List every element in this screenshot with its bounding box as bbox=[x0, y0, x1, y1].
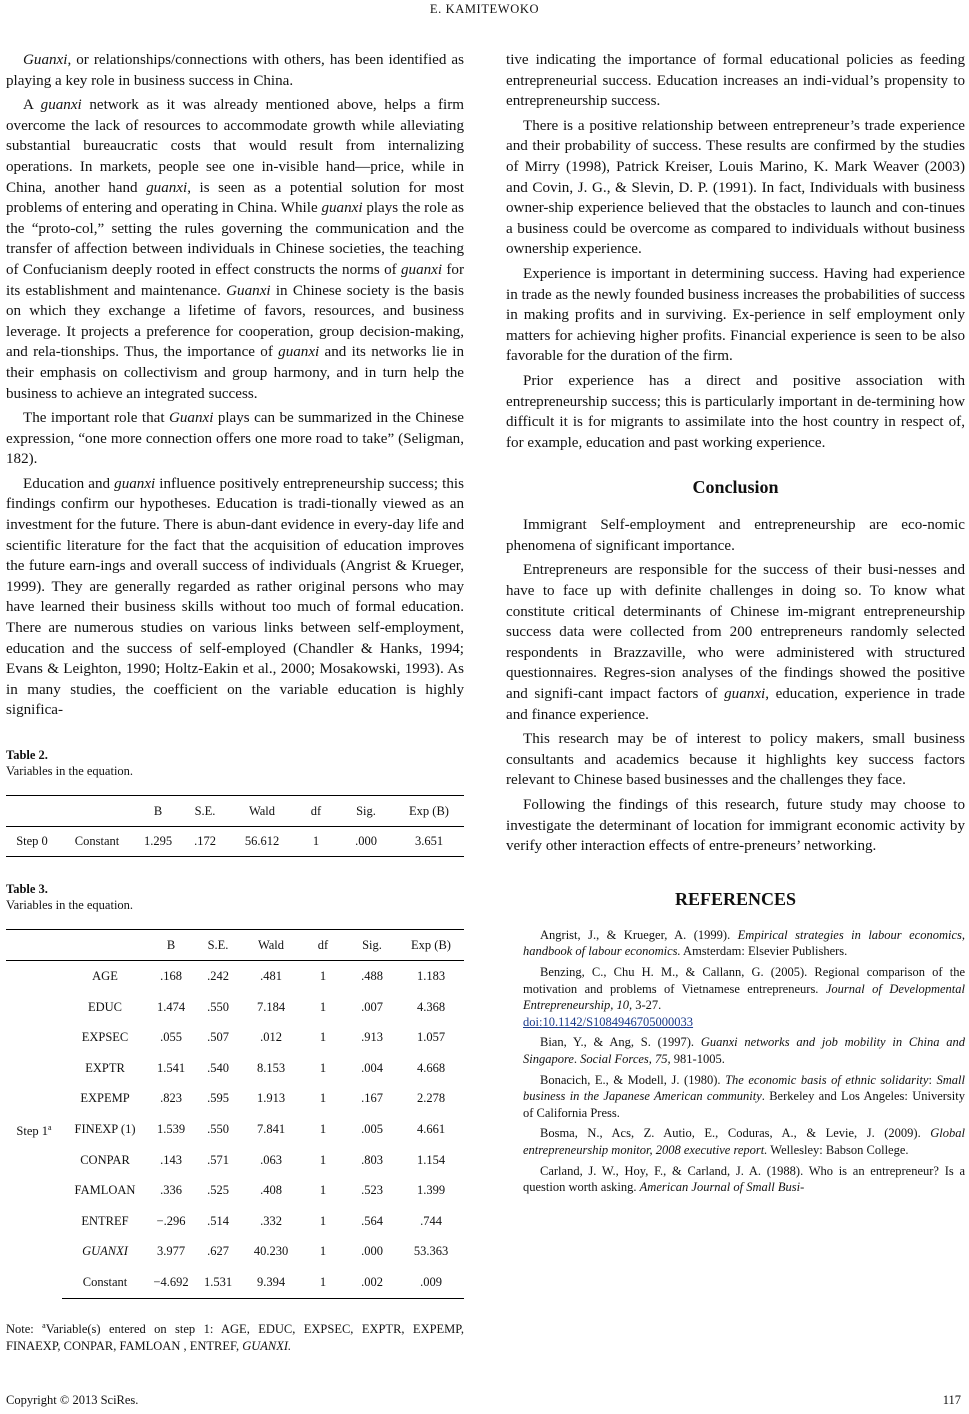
table-cell: .143 bbox=[160, 1152, 182, 1167]
table-cell: 4.661 bbox=[416, 1121, 446, 1136]
table-cell: .564 bbox=[361, 1213, 383, 1228]
table-row bbox=[6, 1145, 464, 1176]
table-cell: .913 bbox=[361, 1030, 383, 1045]
table-cell: 56.612 bbox=[230, 827, 294, 857]
table-cell: Step 0 bbox=[6, 827, 58, 857]
right-column bbox=[506, 50, 965, 1200]
table-row bbox=[6, 1053, 464, 1084]
table-cell: .408 bbox=[260, 1183, 282, 1198]
table-row bbox=[6, 1236, 464, 1267]
table-header-cell bbox=[58, 796, 136, 827]
table-cell: .007 bbox=[361, 999, 383, 1014]
table-cell: .481 bbox=[260, 969, 282, 983]
table-header-cell bbox=[62, 930, 148, 961]
paragraph: This research may be of interest to policy makers, small business consultants and academics because it highlights key success factors relevant to Chinese based businesses and the challenges they face. bbox=[506, 731, 965, 789]
table-cell: .000 bbox=[338, 827, 394, 857]
table-cell: .507 bbox=[207, 1030, 229, 1045]
variable-name: Constant bbox=[62, 1267, 148, 1298]
table-cell: 1 bbox=[319, 1244, 327, 1259]
table-cell: 8.153 bbox=[256, 1060, 286, 1075]
variable-name: FINEXP (1) bbox=[74, 1121, 136, 1136]
table-cell: .488 bbox=[361, 969, 383, 983]
table-cell: .514 bbox=[207, 1213, 229, 1228]
copyright-footer: Copyright © 2013 SciRes. bbox=[6, 1393, 139, 1407]
table-cell: 1.531 bbox=[194, 1267, 242, 1298]
table-cell: −.296 bbox=[156, 1213, 186, 1228]
table-header-cell: S.E. bbox=[194, 930, 242, 961]
table-header-cell: Exp (B) bbox=[398, 930, 464, 961]
table-cell: 1 bbox=[319, 1213, 327, 1228]
table-header-cell: Sig. bbox=[346, 930, 398, 961]
table-cell: .012 bbox=[260, 1030, 282, 1045]
table3 bbox=[6, 929, 464, 1299]
table-cell: 1 bbox=[319, 1030, 327, 1045]
paragraph: Following the findings of this research, future study may choose to investigate the determinant of location for immigrant economic activity by verify other interaction effects of entre-preneurs’ networking. bbox=[506, 797, 965, 855]
reference-item: Benzing, C., Chu H. M., & Callann, G. (2005). Regional comparison of the motivation and problems of Vietnamese entrepreneurs. Journal of Developmental Entrepreneurship, 10, 3-27. doi:10.1142/S1084946705000033 bbox=[523, 964, 965, 1029]
table-cell: Constant bbox=[58, 827, 136, 857]
table-cell: 1.539 bbox=[156, 1121, 186, 1136]
table-cell: 7.184 bbox=[256, 999, 286, 1014]
table-cell: .803 bbox=[361, 1152, 383, 1167]
paragraph: Guanxi, or relationships/connections with others, has been identified as playing a key role in business success in China. bbox=[6, 52, 464, 89]
table-cell: .336 bbox=[160, 1183, 182, 1198]
table-cell: 2.278 bbox=[416, 1091, 446, 1106]
table-cell: 1.057 bbox=[416, 1030, 446, 1045]
paragraph: Prior experience has a direct and positive association with entrepreneurship success; this is particularly important in de-termining how difficult it is for migrants to assimilate into the host country in respect of, for example, education and past working experience. bbox=[506, 372, 965, 451]
paragraph: Experience is important in determining success. Having had experience in trade as the newly founded business increases the probabilities of success in making profits and in surviving. Ex-perience in self employment only matters for achieving higher profits. Financial experience is seen to be also favorable for the duration of the firm. bbox=[506, 265, 965, 365]
reference-item: Bosma, N., Acs, Z. Autio, E., Coduras, A., & Levie, J. (2009). Global entrepreneurship monitor, 2008 executive report. Wellesley: Babson College. bbox=[523, 1126, 965, 1157]
table-cell: .004 bbox=[361, 1060, 383, 1075]
reference-item: Carland, J. W., Hoy, F., & Carland, J. A. (1988). Who is an entrepreneur? Is a question worth asking. American Journal of Small Busi- bbox=[523, 1163, 965, 1195]
table-row bbox=[6, 992, 464, 1023]
table-cell: 3.977 bbox=[156, 1244, 186, 1259]
table-cell: .627 bbox=[207, 1244, 229, 1259]
table-header-cell: Wald bbox=[230, 796, 294, 827]
variable-name: AGE bbox=[92, 969, 118, 983]
table-header-cell: Wald bbox=[242, 930, 300, 961]
table2-title: Table 2. bbox=[6, 748, 48, 762]
table-cell: .550 bbox=[207, 999, 229, 1014]
table-cell: 1 bbox=[319, 1183, 327, 1198]
variable-name: EXPSEC bbox=[81, 1030, 129, 1045]
table-cell: .571 bbox=[207, 1152, 229, 1167]
table-row bbox=[6, 827, 464, 857]
table-row bbox=[6, 1114, 464, 1145]
left-column bbox=[6, 50, 464, 1355]
table-cell: .167 bbox=[361, 1091, 383, 1106]
table-cell: .063 bbox=[260, 1152, 282, 1167]
conclusion-heading: Conclusion bbox=[692, 477, 779, 498]
table-cell: .000 bbox=[361, 1244, 383, 1259]
table-header-cell: S.E. bbox=[180, 796, 230, 827]
paragraph: tive indicating the importance of formal educational policies as feeding entrepreneurial success. Education increases an indi-vidual’s propensity to entrepreneurship success. bbox=[506, 52, 965, 110]
step-label: Step 1$^a$ bbox=[16, 1122, 52, 1138]
table-cell: 1.399 bbox=[416, 1183, 446, 1198]
table-header-cell: B bbox=[136, 796, 180, 827]
variable-name: EXPTR bbox=[85, 1060, 125, 1075]
table-header-cell: Sig. bbox=[338, 796, 394, 827]
table-row bbox=[6, 1175, 464, 1206]
reference-item: Bian, Y., & Ang, S. (1997). Guanxi networks and job mobility in China and Singapore. Social Forces, 75, 981-1005. bbox=[523, 1035, 965, 1066]
table-row bbox=[6, 1206, 464, 1237]
table3-note: Note: $^a$Variable(s) entered on step 1: AGE, EDUC, EXPSEC, EXPTR, EXPEMP, FINAEXP, CONPAR, FAMLOAN , ENTREF, GUANXI. bbox=[6, 1320, 464, 1353]
table-cell: .550 bbox=[207, 1121, 229, 1136]
paragraph: Immigrant Self-employment and entrepreneurship are eco-nomic phenomena of significant importance. bbox=[506, 517, 965, 554]
table-cell: 40.230 bbox=[253, 1244, 289, 1259]
table2-caption: Variables in the equation. bbox=[6, 764, 134, 778]
table-header-cell: Exp (B) bbox=[394, 796, 464, 827]
variable-name: FAMLOAN bbox=[74, 1183, 136, 1198]
variable-name: EXPEMP bbox=[80, 1091, 130, 1106]
table-cell: 1 bbox=[319, 1060, 327, 1075]
table-cell: 4.368 bbox=[416, 999, 446, 1014]
table-cell: 53.363 bbox=[413, 1244, 449, 1259]
variable-name: ENTREF bbox=[81, 1213, 129, 1228]
variable-name: GUANXI bbox=[82, 1244, 128, 1259]
table-row bbox=[6, 1022, 464, 1053]
table-header-cell bbox=[6, 930, 62, 961]
references-heading: REFERENCES bbox=[674, 888, 797, 909]
table-cell: .595 bbox=[207, 1091, 229, 1106]
table-cell: .242 bbox=[207, 969, 229, 983]
table-cell: 1 bbox=[294, 827, 338, 857]
table-cell: 1 bbox=[319, 1091, 327, 1106]
table-cell: .055 bbox=[160, 1030, 182, 1045]
page-number: 117 bbox=[942, 1393, 961, 1407]
doi-link[interactable]: doi:10.1142/S1084946705000033 bbox=[523, 1014, 694, 1029]
table-header-cell: B bbox=[148, 930, 194, 961]
variable-name: EDUC bbox=[87, 999, 123, 1014]
table2 bbox=[6, 795, 464, 857]
table-cell: 1 bbox=[319, 1152, 327, 1167]
table-cell: 1.295 bbox=[136, 827, 180, 857]
table-cell: 1 bbox=[319, 999, 327, 1014]
table-cell: .168 bbox=[160, 969, 182, 983]
table-cell: 1.154 bbox=[416, 1152, 446, 1167]
table-header-cell: df bbox=[300, 930, 346, 961]
table-cell: 1.474 bbox=[156, 999, 186, 1014]
table-cell: .172 bbox=[180, 827, 230, 857]
reference-item: Angrist, J., & Krueger, A. (1999). Empirical strategies in labour economics, handbook of labour economics. Amsterdam: Elsevier Publishers. bbox=[523, 927, 966, 959]
paragraph: The important role that Guanxi plays can be summarized in the Chinese expression, “one more connection offers one more road to take” (Seligman, 182). bbox=[6, 410, 464, 468]
table-cell: 7.841 bbox=[256, 1121, 286, 1136]
table-cell: 1 bbox=[300, 1267, 346, 1298]
table-cell: 1 bbox=[319, 969, 327, 983]
table-cell: .823 bbox=[160, 1091, 182, 1106]
table3-caption: Variables in the equation. bbox=[6, 898, 134, 912]
table-cell: −4.692 bbox=[148, 1267, 194, 1298]
table-cell: 9.394 bbox=[242, 1267, 300, 1298]
table-cell: .540 bbox=[207, 1060, 229, 1075]
table-cell: .744 bbox=[420, 1213, 442, 1228]
table-cell: .523 bbox=[361, 1183, 383, 1198]
table-cell: .332 bbox=[260, 1213, 282, 1228]
table-header-cell: df bbox=[294, 796, 338, 827]
variable-name: CONPAR bbox=[80, 1152, 130, 1167]
table-cell: 3.651 bbox=[394, 827, 464, 857]
table-cell: 1.183 bbox=[416, 969, 446, 983]
table-cell: .005 bbox=[361, 1121, 383, 1136]
table-cell: 4.668 bbox=[416, 1060, 446, 1075]
table-cell: 1 bbox=[319, 1121, 327, 1136]
paragraph: There is a positive relationship between entrepreneur’s trade experience and their probability of success. These results are confirmed by the studies of Mirry (1998), Patrick Kreiser, Louis Marino, K. Mark Weaver (2003) and Covin, J. G., & Slevin, D. P. (1991). In fact, Individuals with business owner-ship experience believed that the obstacles to launch and con-tinues a business could be overcome as compared to individuals without business ownership experience. bbox=[506, 117, 965, 258]
paragraph: A guanxi network as it was already mentioned above, helps a firm overcome the lack of resources to accommodate growth while alleviating substantial bureaucratic costs that would result from internalizing operations. In markets, people see one in-visible hand—price, while in China, another hand guanxi, is seen as a potential solution for most problems of entering and operating in China. While guanxi plays the role as the “proto-col,” setting the rules governing the communication and the transfer of affection between individuals in Chinese societies, the teaching of Confucianism deeply rooted in effect constructs the norms of guanxi for its establishment and maintenance. Guanxi in Chinese society is the basis on which they exchange a lifetime of favors, resources, and business leverage. It projects a preference for cooperation, group decision-making, and rela-tionships. Thus, the importance of guanxi and its networks lie in their emphasis on collectivism and group harmony, and in turn help the business to achieve an integrated success. bbox=[6, 97, 465, 402]
table-cell: .009 bbox=[398, 1267, 464, 1298]
paragraph: Entrepreneurs are responsible for the success of their busi-nesses and have to face up with definite challenges in doing so. To know what constitute critical determinants of Chinese im-migrant entrepreneurship success data were collected from 200 entrepreneurs randomly selected respondents in Brazzaville, who were administered with structured questionnaires. Regres-sion analyses of the findings showed the positive and signifi-cant impact factors of guanxi, education, experience in trade and finance experience. bbox=[506, 562, 965, 723]
table-cell: .002 bbox=[346, 1267, 398, 1298]
table3-title: Table 3. bbox=[6, 882, 48, 896]
running-header: E. KAMITEWOKO bbox=[429, 2, 540, 16]
table-row bbox=[6, 1083, 464, 1114]
table-cell: 1.541 bbox=[156, 1060, 186, 1075]
reference-item: Bonacich, E., & Modell, J. (1980). The economic basis of ethnic solidarity: Small business in the Japanese American community. Berkeley and Los Angeles: University of California Press. bbox=[523, 1072, 965, 1120]
table-cell: .525 bbox=[207, 1183, 229, 1198]
table-header-cell bbox=[6, 796, 58, 827]
reference-list bbox=[506, 927, 965, 1196]
paragraph: Education and guanxi influence positively entrepreneurship success; this findings confirm our hypotheses. Education is tradi-tionally viewed as an investment for the future. There is abun-dant evidence in every-day life and scientific literature for the fact that the acquisition of education improves the future earn-ings and overall success of individuals (Angrist & Krueger, 1999). They are generally regarded as rather original persons who may have learned their business skills without too much of formal education. There are numerous studies on various links between self-employment, education and the success of self-employed (Chandler & Hanks, 1994; Evans & Leighton, 1990; Holtz-Eakin et al., 2000; Mosakowski, 1993). As in many studies, the coefficient on the variable education is highly significa- bbox=[6, 475, 464, 719]
table-row bbox=[6, 961, 464, 992]
table-row bbox=[6, 1267, 464, 1298]
table-cell: 1.913 bbox=[256, 1091, 286, 1106]
